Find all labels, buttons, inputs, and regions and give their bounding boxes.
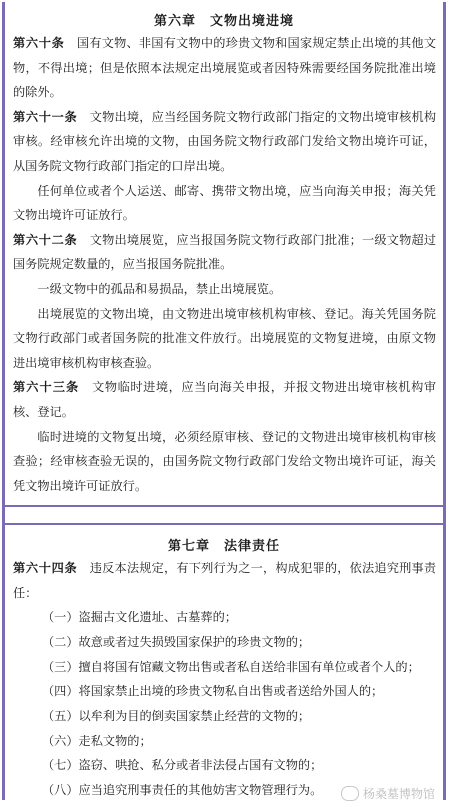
article-62-paragraph-2: 一级文物中的孤品和易损品，禁止出境展览。 [37, 281, 282, 296]
watermark-text: 杨桑墓博物馆 [362, 787, 435, 801]
chapter6-title: 第六章 文物出境进境 [153, 14, 294, 29]
article-64-label: 第六十四条 [13, 561, 78, 575]
article-60-text: 国有文物、非国有文物中的珍贵文物和国家规定禁止出境的其他文物，不得出境；但是依照本法规定出境展览或者因特殊需要经国务院批准出境的除外。 [13, 36, 437, 100]
article-63-paragraph-2: 临时进境的文物复出境，必须经原审核、登记的文物进出境审核机构审核查验；经审核查验无误的，由国务院文物行政部门发给文物出境许可证，海关凭文物出境许可证放行。 [13, 429, 436, 493]
wechat-icon [341, 786, 359, 801]
article-64-text: 违反本法规定，有下列行为之一，构成犯罪的，依法追究刑事责任： [13, 561, 437, 600]
document-frame [2, 2, 446, 800]
chapter6-section [5, 2, 443, 507]
article-61-paragraph-2: 任何单位或者个人运送、邮寄、携带文物出境，应当向海关申报；海关凭文物出境许可证放行。 [13, 183, 436, 223]
chapter7-title: 第七章 法律责任 [167, 539, 280, 554]
list-item: （五）以牟利为目的倒卖国家禁止经营的文物的； [42, 709, 311, 723]
list-item: （二）故意或者过失损毁国家保护的珍贵文物的； [42, 634, 311, 649]
list-item: （八）应当追究刑事责任的其他妨害文物管理行为。 [42, 783, 323, 798]
watermark [341, 785, 435, 802]
article-61-label: 第六十一条 [13, 109, 78, 124]
article-63-label: 第六十三条 [13, 380, 80, 395]
article-61 [13, 105, 436, 179]
article-61-text: 文物出境，应当经国务院文物行政部门指定的文物出境审核机构审核。经审核允许出境的文物，由国务院文物行政部门发给文物出境许可证，从国务院文物行政部门指定的口岸出境。 [13, 109, 437, 173]
article-62-paragraph-3: 出境展览的文物出境，由文物进出境审核机构审核、登记。海关凭国务院文物行政部门或者国务院的批准文件放行。出境展览的文物复进境，由原文物进出境审核机构审核查验。 [13, 306, 436, 370]
article-64 [13, 556, 436, 605]
article-62 [13, 228, 436, 277]
article-60-label: 第六十条 [13, 36, 65, 50]
list-item: （七）盗窃、哄抢、私分或者非法侵占国有文物的； [42, 758, 323, 773]
list-item: （六）走私文物的； [42, 733, 152, 748]
chapter7-section [5, 523, 443, 807]
article-63 [13, 375, 436, 424]
article-60 [13, 31, 436, 105]
list-item: （一）盗掘古文化遗址、古墓葬的； [42, 610, 237, 625]
article-63-text: 文物临时进境，应当向海关申报，并报文物进出境审核机构审核、登记。 [13, 380, 437, 419]
article-64-items [5, 605, 443, 803]
list-item: （四）将国家禁止出境的珍贵文物私自出售或者送给外国人的； [42, 684, 384, 699]
article-62-text: 文物出境展览，应当报国务院文物行政部门批准；一级文物超过国务院规定数量的，应当报国务院批准。 [13, 232, 437, 272]
article-62-label: 第六十二条 [13, 232, 78, 247]
list-item: （三）擅自将国有馆藏文物出售或者私自送给非国有单位或者个人的； [42, 659, 420, 674]
